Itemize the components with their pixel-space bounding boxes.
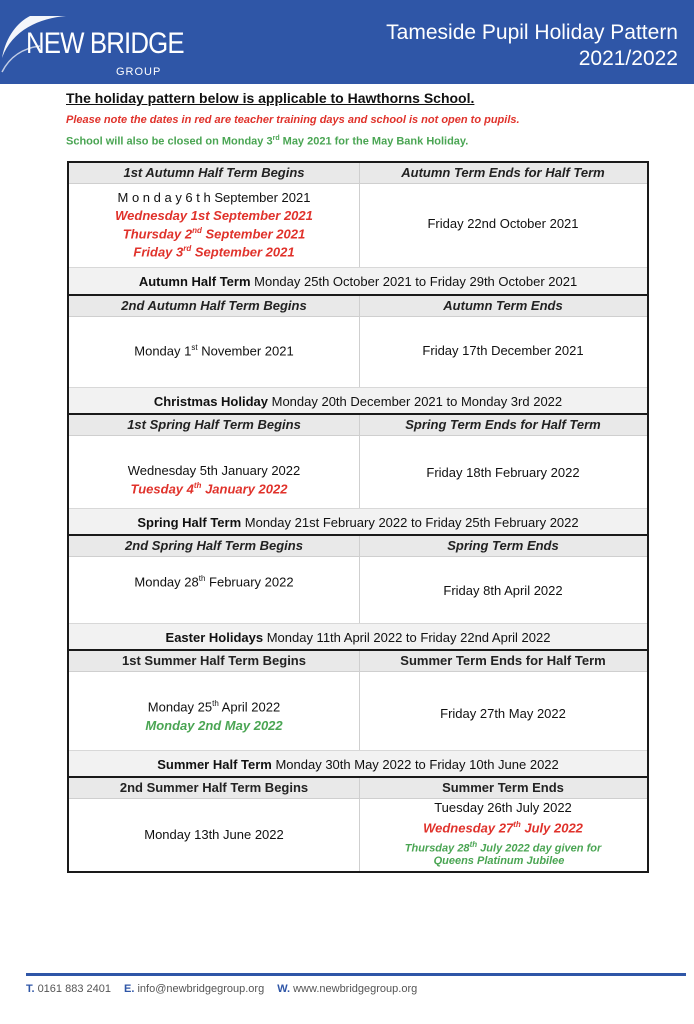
- section-summer-1: [69, 651, 647, 776]
- term-end-date: Friday 27th May 2022: [440, 706, 566, 721]
- new-bridge-logo: [0, 0, 184, 84]
- training-day-date: Wednesday 1st September 2021: [115, 208, 313, 223]
- holiday-band: Autumn Half Term Monday 25th October 2021 to Friday 29th October 2021: [69, 267, 647, 295]
- column-divider: [359, 296, 360, 387]
- table-header-row: [69, 536, 647, 557]
- term-start-date: Monday 13th June 2022: [144, 827, 284, 842]
- header-cell: 1st Spring Half Term Begins: [127, 417, 301, 432]
- jubilee-note: Queens Platinum Jubilee: [433, 855, 565, 867]
- term-start-date: Monday 25th April 2022: [147, 699, 281, 715]
- header-cell: 1st Autumn Half Term Begins: [123, 165, 305, 180]
- table-header-row: [69, 415, 647, 436]
- phone-number[interactable]: 0161 883 2401: [37, 983, 111, 995]
- page-title-line2: 2021/2022: [578, 47, 678, 70]
- email-link[interactable]: info@newbridgegroup.org: [137, 983, 265, 995]
- header-cell: Autumn Term Ends: [443, 298, 563, 313]
- header-cell: Summer Term Ends: [442, 780, 564, 795]
- website-link[interactable]: www.newbridgegroup.org: [293, 983, 418, 995]
- term-end-date: Tuesday 26th July 2022: [434, 800, 572, 815]
- page-title: [386, 20, 678, 72]
- table-header-row: [69, 163, 647, 184]
- training-day-date: Friday 3rd September 2021: [133, 244, 295, 260]
- term-end-date: Friday 17th December 2021: [422, 343, 584, 358]
- term-end-date: Friday 22nd October 2021: [427, 216, 579, 231]
- section-summer-2: [69, 778, 647, 871]
- header-cell: Summer Term Ends for Half Term: [400, 653, 606, 668]
- term-start-date: M o n d a y 6 t h September 2021: [117, 190, 311, 205]
- section-autumn-2: [69, 296, 647, 413]
- email-label: E.: [124, 983, 135, 995]
- training-day-date: Thursday 2nd September 2021: [122, 226, 306, 242]
- holiday-table: [67, 161, 649, 873]
- logo-subtitle: GROUP: [116, 66, 162, 78]
- bank-holiday-note: School will also be closed on Monday 3rd May 2021 for the May Bank Holiday.: [66, 135, 469, 148]
- holiday-band: Christmas Holiday Monday 20th December 2021 to Monday 3rd 2022: [69, 387, 647, 415]
- website-label: W.: [277, 983, 291, 995]
- term-start-date: Wednesday 5th January 2022: [127, 463, 301, 478]
- term-end-date: Friday 18th February 2022: [426, 465, 580, 480]
- section-spring-1: [69, 415, 647, 534]
- section-spring-2: [69, 536, 647, 649]
- footer-divider: [26, 973, 686, 976]
- table-header-row: [69, 651, 647, 672]
- header-cell: 2nd Autumn Half Term Begins: [121, 298, 307, 313]
- footer-contact: [26, 983, 417, 995]
- term-start-date: Monday 28th February 2022: [134, 574, 294, 590]
- logo-wordmark: NEW BRIDGE: [26, 27, 184, 60]
- red-dates-note: Please note the dates in red are teacher training days and school is not open to pupils.: [66, 114, 520, 126]
- term-start-date: Monday 1st November 2021: [134, 343, 294, 359]
- column-divider: [359, 536, 360, 623]
- header-cell: 2nd Spring Half Term Begins: [125, 538, 303, 553]
- training-day-date: Tuesday 4th January 2022: [130, 481, 288, 497]
- table-header-row: [69, 296, 647, 317]
- header-cell: Spring Term Ends for Half Term: [405, 417, 601, 432]
- jubilee-note: Thursday 28th July 2022 day given for: [404, 840, 602, 855]
- page-title-line1: Tameside Pupil Holiday Pattern: [386, 21, 678, 44]
- table-header-row: [69, 778, 647, 799]
- term-end-date: Friday 8th April 2022: [443, 583, 563, 598]
- header-cell: 1st Summer Half Term Begins: [122, 653, 306, 668]
- header-cell: 2nd Summer Half Term Begins: [119, 780, 309, 795]
- holiday-band: Spring Half Term Monday 21st February 2022 to Friday 25th February 2022: [69, 508, 647, 536]
- holiday-band: Summer Half Term Monday 30th May 2022 to Friday 10th June 2022: [69, 750, 647, 778]
- bank-holiday-date: Monday 2nd May 2022: [145, 718, 283, 733]
- training-day-date: Wednesday 27th July 2022: [423, 820, 583, 836]
- header-cell: Autumn Term Ends for Half Term: [401, 165, 605, 180]
- page-header: [0, 0, 694, 84]
- column-divider: [359, 163, 360, 267]
- header-cell: Spring Term Ends: [447, 538, 559, 553]
- applicable-statement: The holiday pattern below is applicable to Hawthorns School.: [66, 90, 475, 106]
- section-autumn-1: [69, 163, 647, 294]
- phone-label: T.: [26, 983, 35, 995]
- column-divider: [359, 651, 360, 750]
- holiday-band: Easter Holidays Monday 11th April 2022 to Friday 22nd April 2022: [69, 623, 647, 651]
- column-divider: [359, 415, 360, 508]
